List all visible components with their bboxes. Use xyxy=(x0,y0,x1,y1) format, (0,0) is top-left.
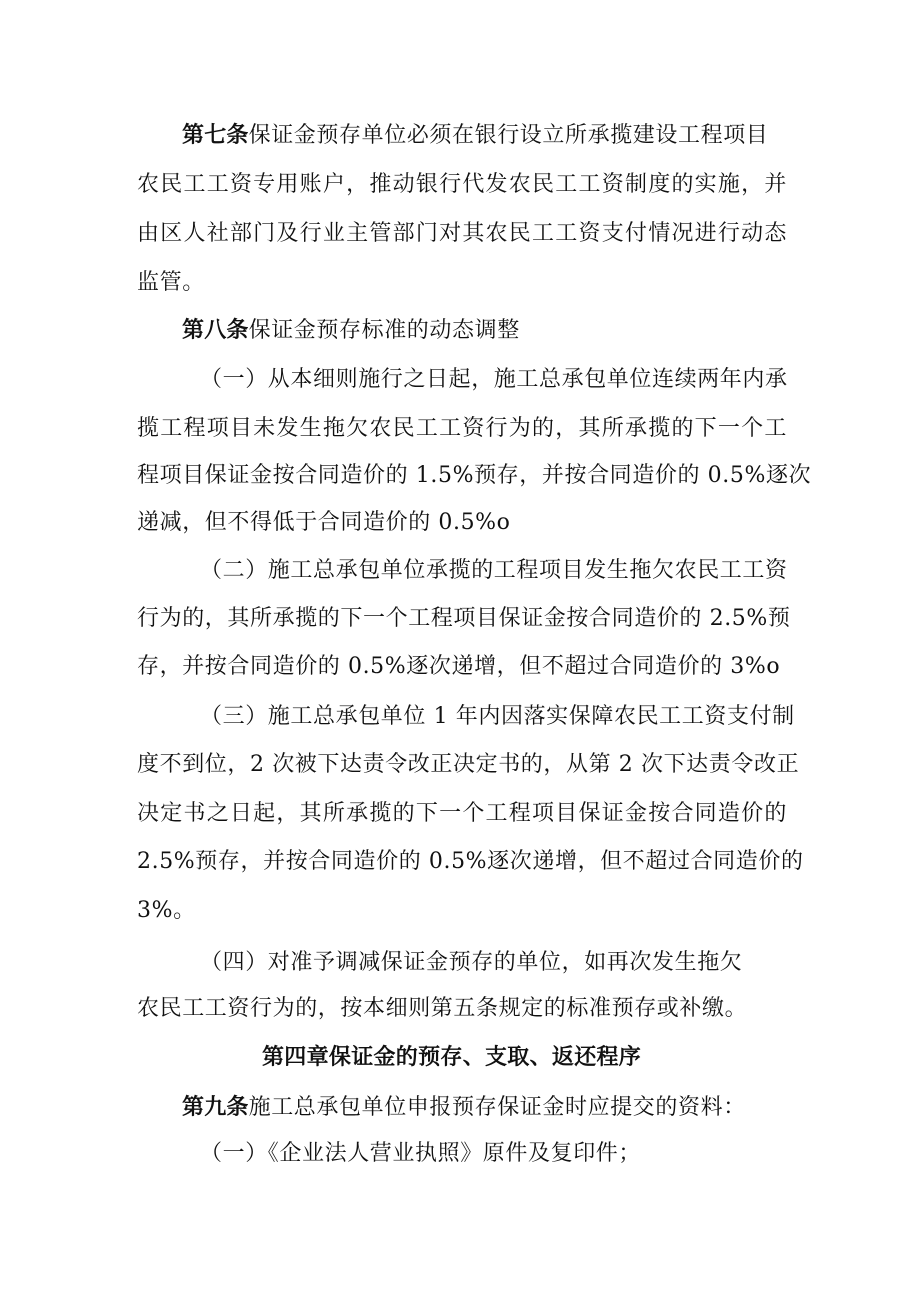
article-8-item-3-line-5: 3%。 xyxy=(137,898,196,923)
article-9-line-1 xyxy=(182,1093,746,1123)
article-7-label: 第七条 xyxy=(182,123,249,148)
article-9-item-1: （一）《企业法人营业执照》原件及复印件； xyxy=(200,1141,642,1166)
article-7-line-4: 监管。 xyxy=(137,270,205,295)
article-8-title: 保证金预存标准的动态调整 xyxy=(248,318,520,343)
article-8-heading-line xyxy=(182,316,520,346)
article-8-item-4-line-1: （四）对准予调减保证金预存的单位，如再次发生拖欠 xyxy=(200,950,743,975)
article-8-item-3-line-2: 度不到位，2 次被下达责令改正决定书的，从第 2 次下达责令改正 xyxy=(137,752,800,777)
article-9-label: 第九条 xyxy=(182,1095,249,1120)
article-8-item-2-line-3: 存，并按合同造价的 0.5%逐次递增，但不超过合同造价的 3%o xyxy=(137,654,781,679)
article-8-item-1-line-3: 程项目保证金按合同造价的 1.5%预存，并按合同造价的 0.5%逐次 xyxy=(137,463,812,488)
article-8-item-3-line-1: （三）施工总承包单位 1 年内因落实保障农民工工资支付制 xyxy=(200,704,795,729)
article-8-item-2-line-2: 行为的，其所承揽的下一个工程项目保证金按合同造价的 2.5%预 xyxy=(137,606,791,631)
article-7-text: 保证金预存单位必须在银行设立所承揽建设工程项目 xyxy=(248,123,769,148)
article-8-item-1-line-4: 递减，但不得低于合同造价的 0.5%o xyxy=(137,510,511,535)
article-8-item-3-line-4: 2.5%预存，并按合同造价的 0.5%逐次递增，但不超过合同造价的 xyxy=(137,849,804,874)
chapter-4-heading: 第四章保证金的预存、支取、返还程序 xyxy=(262,1045,642,1070)
article-8-item-2-line-1: （二）施工总承包单位承揽的工程项目发生拖欠农民工工资 xyxy=(200,558,788,583)
article-9-text: 施工总承包单位申报预存保证金时应提交的资料： xyxy=(248,1095,746,1120)
article-8-item-4-line-2: 农民工工资行为的，按本细则第五条规定的标准预存或补缴。 xyxy=(137,996,748,1021)
article-7-first-line xyxy=(182,121,768,151)
article-7-line-2: 农民工工资专用账户，推动银行代发农民工工资制度的实施，并 xyxy=(137,172,787,197)
article-8-item-3-line-3: 决定书之日起，其所承揽的下一个工程项目保证金按合同造价的 xyxy=(137,801,787,826)
article-7-line-3: 由区人社部门及行业主管部门对其农民工工资支付情况进行动态 xyxy=(137,221,787,246)
article-8-item-1-line-1: （一）从本细则施行之日起，施工总承包单位连续两年内承 xyxy=(200,367,788,392)
article-8-item-1-line-2: 揽工程项目未发生拖欠农民工工资行为的，其所承揽的下一个工 xyxy=(137,416,787,441)
article-8-label: 第八条 xyxy=(182,318,249,343)
